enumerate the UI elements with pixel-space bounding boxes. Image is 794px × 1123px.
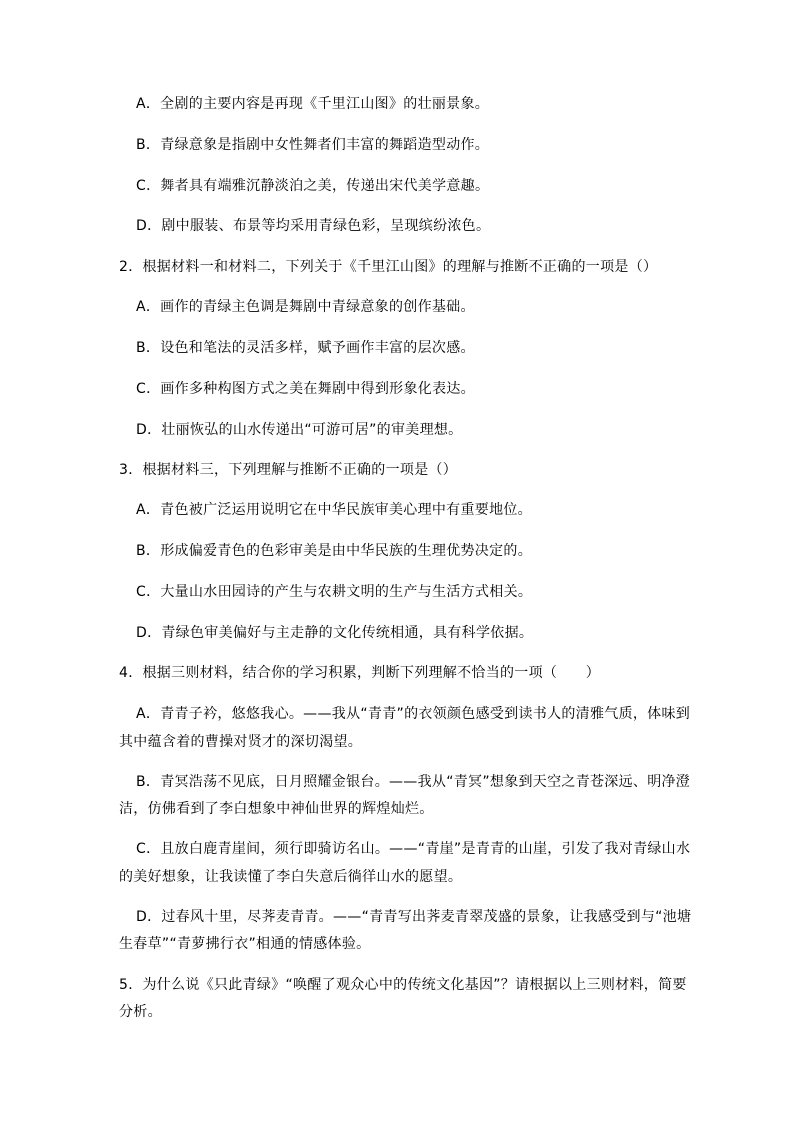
q4-option-d-line2: 生春草”“青萝拂行衣”相通的情感体验。 [119, 936, 371, 952]
q3-option-a: A．青色被广泛运用说明它在中华民族审美心理中有重要地位。 [136, 502, 532, 518]
q5-stem-line2: 分析。 [119, 1004, 162, 1020]
q4-option-a-line1: A．青青子衿，悠悠我心。——我从“青青”的衣领颜色感受到读书人的清雅气质，体味到 [136, 706, 691, 722]
q2-option-c: C．画作多种构图方式之美在舞剧中得到形象化表达。 [136, 381, 475, 397]
q3-option-c: C．大量山水田园诗的产生与农耕文明的生产与生活方式相关。 [136, 584, 533, 600]
q1-option-a: A．全剧的主要内容是再现《千里江山图》的壮丽景象。 [136, 96, 490, 112]
q4-option-d-line1: D．过春风十里，尽荠麦青青。——“青青写出荠麦青翠茂盛的景象，让我感受到与“池塘 [136, 909, 692, 925]
q4-stem: 4．根据三则材料，结合你的学习积累，判断下列理解不恰当的一项（ ） [119, 665, 601, 681]
q1-option-b: B．青绿意象是指剧中女性舞者们丰富的舞蹈造型动作。 [136, 137, 490, 153]
q4-option-b-line2: 洁，仿佛看到了李白想象中神仙世界的辉煌灿烂。 [119, 801, 434, 817]
q3-option-b: B．形成偏爱青色的色彩审美是由中华民族的生理优势决定的。 [136, 543, 533, 559]
q3-option-d: D．青绿色审美偏好与主走静的文化传统相通，具有科学依据。 [136, 625, 534, 641]
q3-stem: 3．根据材料三，下列理解与推断不正确的一项是（） [119, 462, 458, 478]
q4-option-c-line1: C．且放白鹿青崖间，须行即骑访名山。——“青崖”是青青的山崖，引发了我对青绿山水 [136, 841, 691, 857]
q2-option-d: D．壮丽恢弘的山水传递出“可游可居”的审美理想。 [136, 422, 463, 438]
q4-option-a-line2: 其中蕴含着的曹操对贤才的深切渴望。 [119, 734, 363, 750]
q1-option-c: C．舞者具有端雅沉静淡泊之美，传递出宋代美学意趣。 [136, 178, 490, 194]
q4-option-b-line1: B．青冥浩荡不见底，日月照耀金银台。——我从“青冥”想象到天空之青苍深远、明净澄 [136, 774, 691, 790]
q1-option-d: D．剧中服装、布景等均采用青绿色彩，呈现缤纷浓色。 [136, 218, 491, 234]
q4-option-c-line2: 的美好想象，让我读懂了李白失意后徜徉山水的愿望。 [119, 869, 463, 885]
q2-stem: 2．根据材料一和材料二，下列关于《千里江山图》的理解与推断不正确的一项是（） [119, 259, 658, 275]
q2-option-a: A．画作的青绿主色调是舞剧中青绿意象的创作基础。 [136, 299, 475, 315]
q5-stem-line1: 5．为什么说《只此青绿》“唤醒了观众心中的传统文化基因”？请根据以上三则材料，简要 [119, 977, 687, 993]
q2-option-b: B．设色和笔法的灵活多样，赋予画作丰富的层次感。 [136, 340, 475, 356]
